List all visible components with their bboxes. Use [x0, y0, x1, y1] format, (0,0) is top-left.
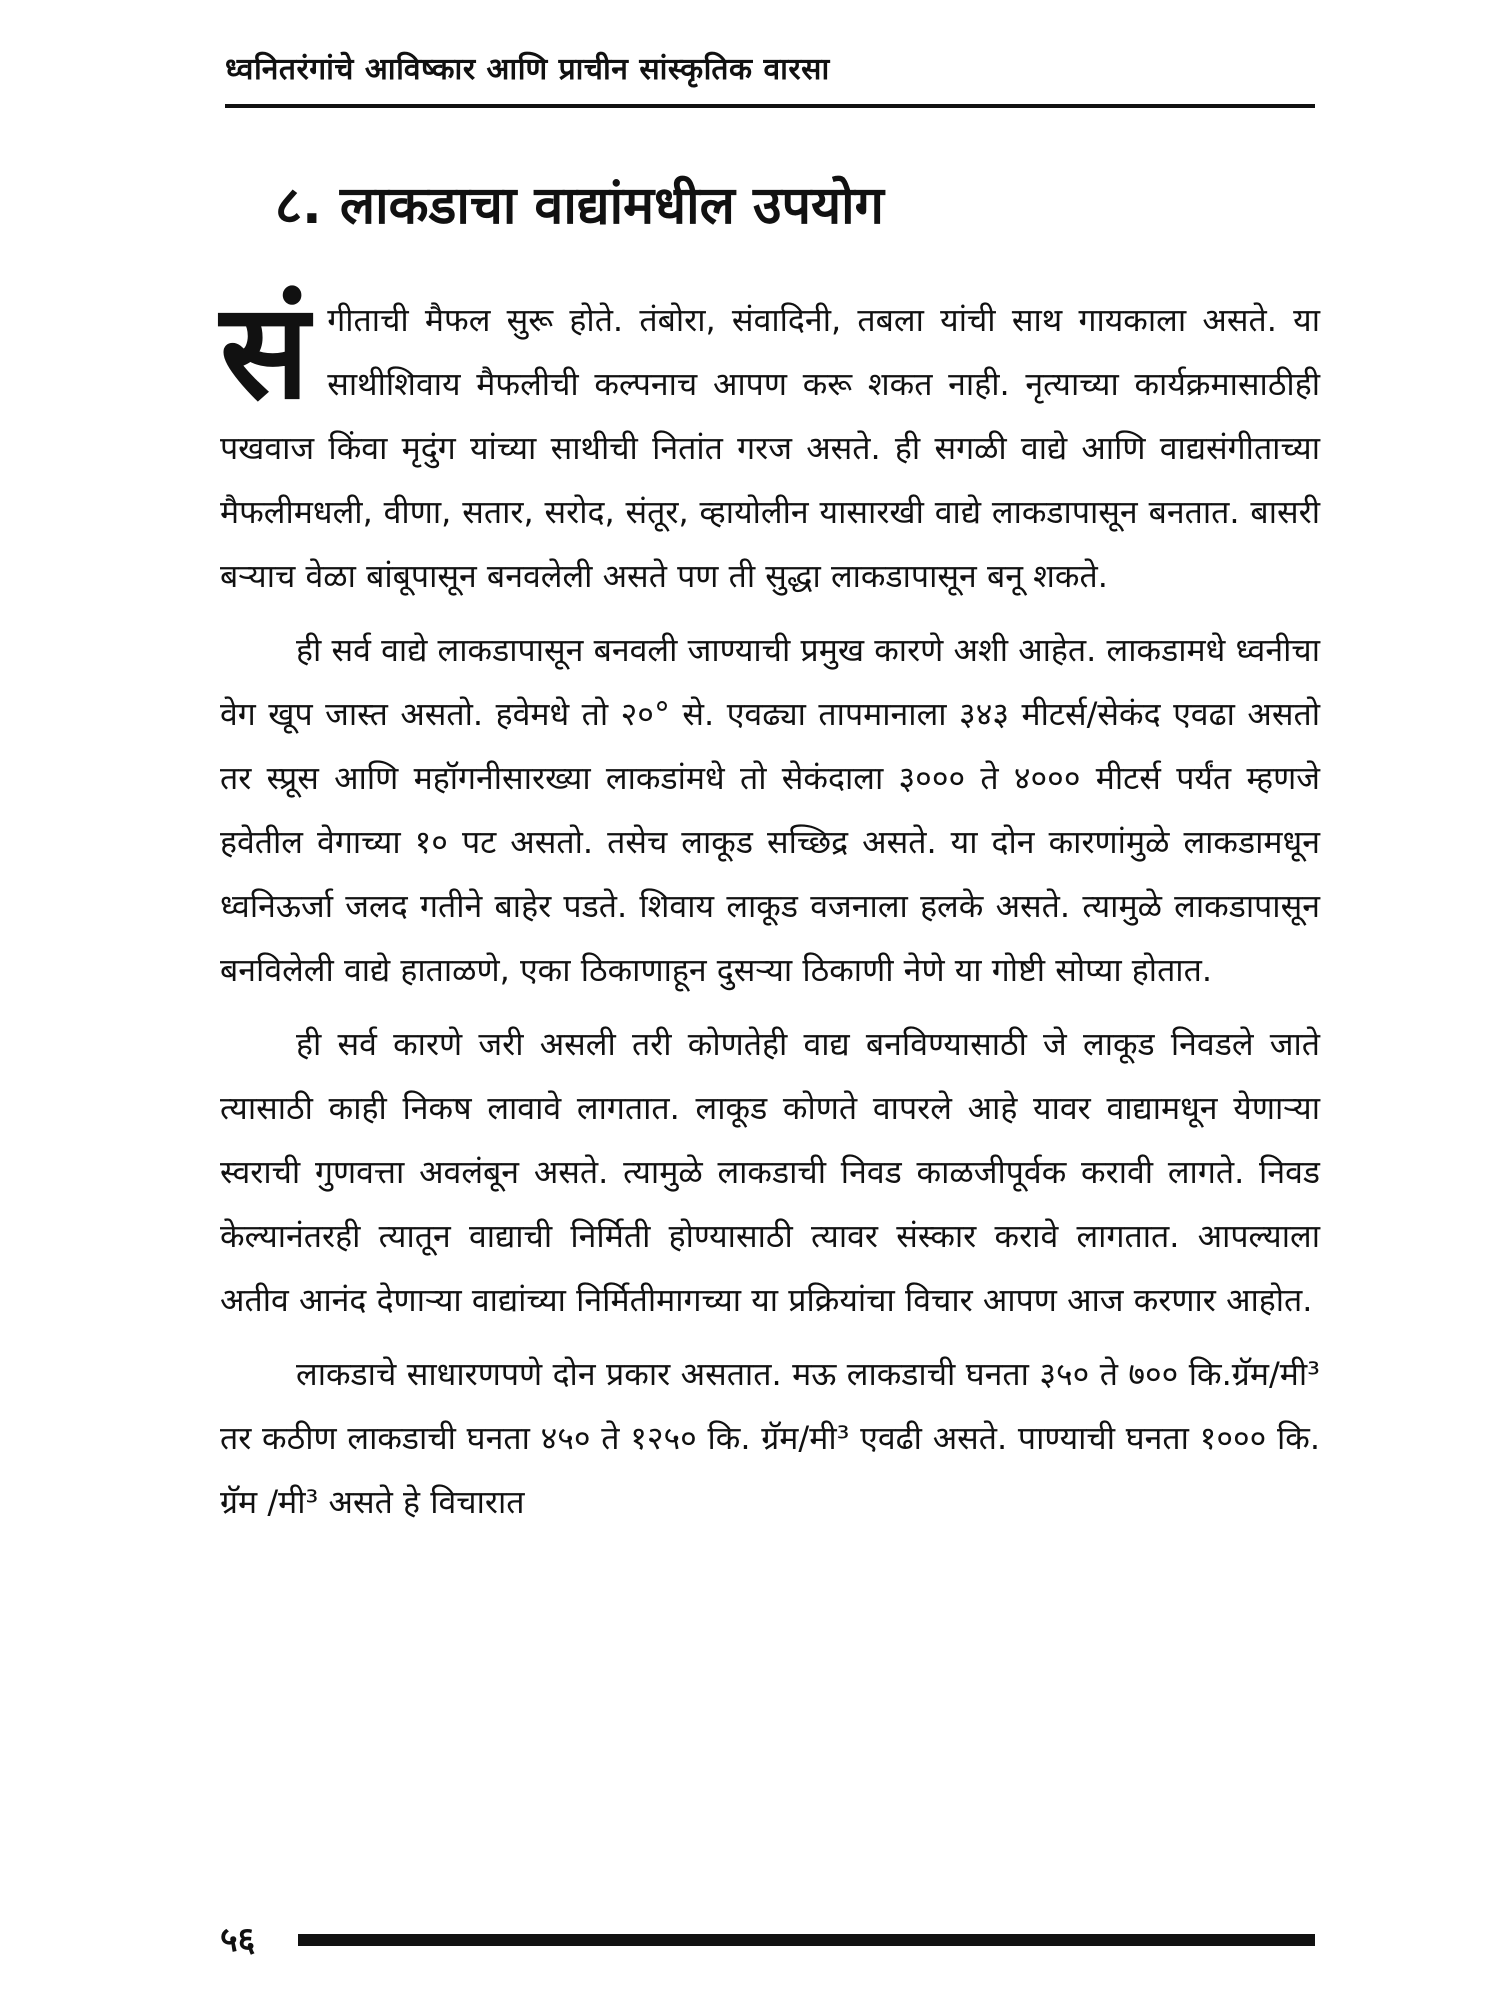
paragraph-3: ही सर्व कारणे जरी असली तरी कोणतेही वाद्य बनविण्यासाठी जे लाकूड निवडले जाते त्यासाठी काही निकष लावावे लागतात. लाकूड कोणते वापरले आहे यावर वाद्यामधून येणाऱ्या स्वराची गुणवत्ता अवलंबून असते. त्यामुळे लाकडाची निवड काळजीपूर्वक करावी लागते. निवड केल्यानंतरही त्यातून वाद्याची निर्मिती होण्यासाठी त्यावर संस्कार करावे लागतात. आपल्याला अतीव आनंद देणाऱ्या वाद्यांच्या निर्मितीमागच्या या प्रक्रियांचा विचार आपण आज करणार आहोत. — [220, 1025, 1320, 1319]
running-header: ध्वनितरंगांचे आविष्कार आणि प्राचीन सांस्कृतिक वारसा — [225, 52, 830, 87]
footer-rule — [298, 1934, 1315, 1946]
body-text — [220, 275, 1320, 1544]
page-number: ५६ — [220, 1920, 256, 1960]
paragraph-1-text: गीताची मैफल सुरू होते. तंबोरा, संवादिनी, तबला यांची साथ गायकाला असते. या साथीशिवाय मैफलीची कल्पनाच आपण करू शकत नाही. नृत्याच्या कार्यक्रमासाठीही पखवाज किंवा मृदुंग यांच्या साथीची नितांत गरज असते. ही सगळी वाद्ये आणि वाद्यसंगीताच्या मैफलीमधली, वीणा, सतार, सरोद, संतूर, व्हायोलीन यासारखी वाद्ये लाकडापासून बनतात. बासरी बऱ्याच वेळा बांबूपासून बनवलेली असते पण ती सुद्धा लाकडापासून बनू शकते. — [220, 301, 1320, 595]
header-rule — [225, 104, 1315, 108]
paragraph-2: ही सर्व वाद्ये लाकडापासून बनवली जाण्याची प्रमुख कारणे अशी आहेत. लाकडामधे ध्वनीचा वेग खूप जास्त असतो. हवेमधे तो २०° से. एवढ्या तापमानाला ३४३ मीटर्स/सेकंद एवढा असतो तर स्प्रूस आणि महॉगनीसारख्या लाकडांमधे तो सेकंदाला ३००० ते ४००० मीटर्स पर्यंत म्हणजे हवेतील वेगाच्या १० पट असतो. तसेच लाकूड सच्छिद्र असते. या दोन कारणांमुळे लाकडामधून ध्वनिऊर्जा जलद गतीने बाहेर पडते. शिवाय लाकूड वजनाला हलके असते. त्यामुळे लाकडापासून बनविलेली वाद्ये हाताळणे, एका ठिकाणाहून दुसऱ्या ठिकाणी नेणे या गोष्टी सोप्या होतात. — [220, 631, 1320, 989]
paragraph-1 — [220, 275, 1320, 608]
drop-cap: सं — [220, 275, 310, 429]
chapter-title: ८. लाकडाचा वाद्यांमधील उपयोग — [275, 176, 884, 236]
paragraph-4: लाकडाचे साधारणपणे दोन प्रकार असतात. मऊ लाकडाची घनता ३५० ते ७०० कि.ग्रॅम/मी³ तर कठीण लाकडाची घनता ४५० ते १२५० कि. ग्रॅम/मी³ एवढी असते. पाण्याची घनता १००० कि. ग्रॅम /मी³ असते हे विचारात — [220, 1355, 1320, 1521]
